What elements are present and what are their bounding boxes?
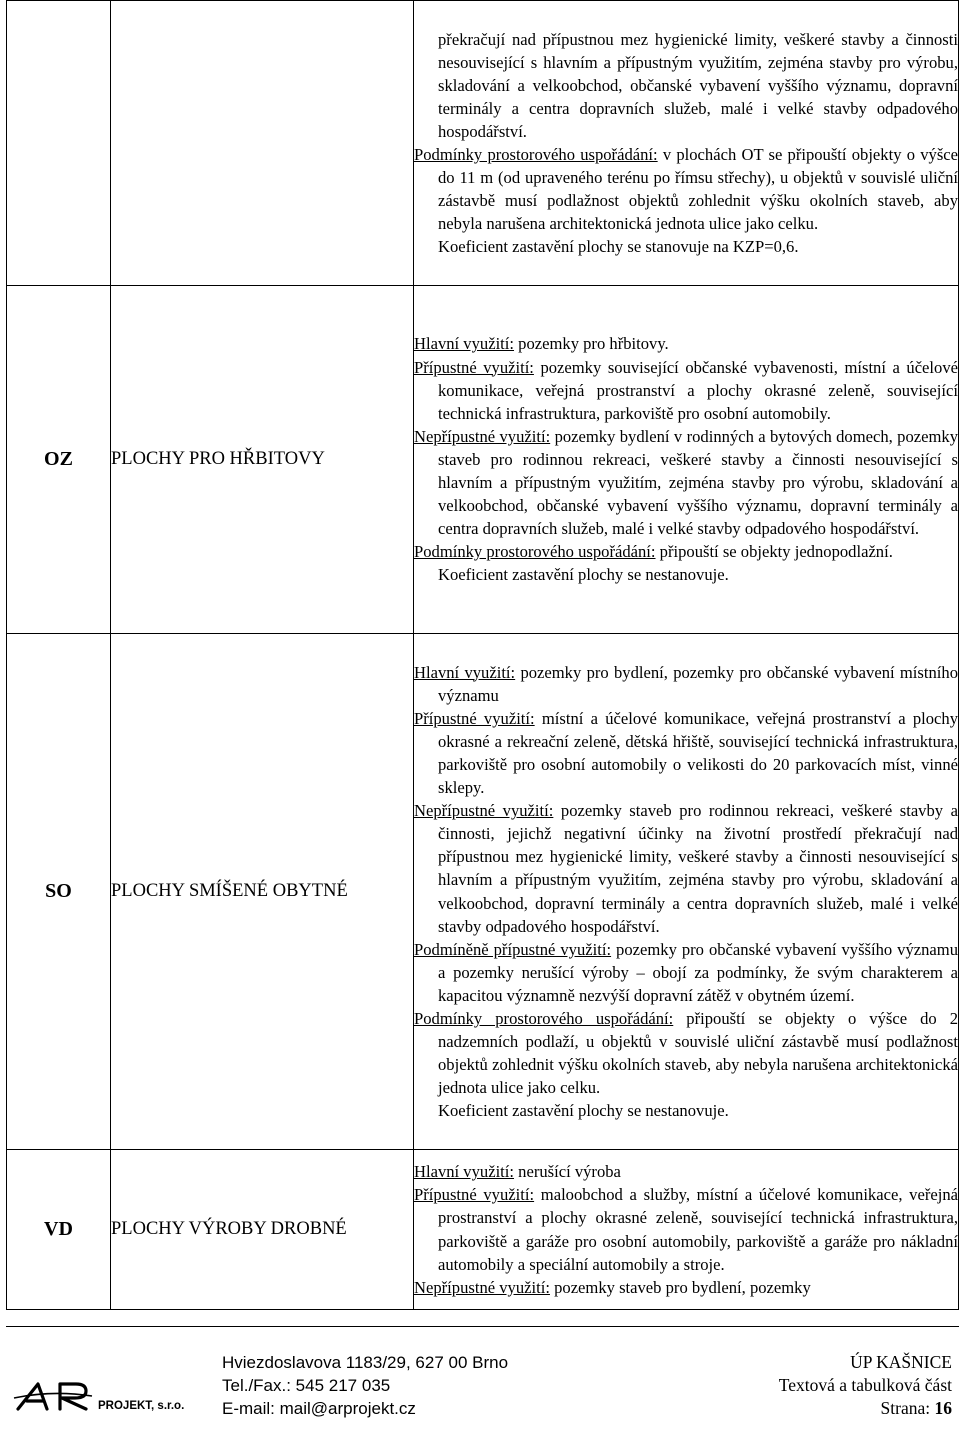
zone-description <box>414 286 959 634</box>
page-label: Strana: <box>880 1398 935 1418</box>
paragraph-label: Přípustné využití: <box>414 708 535 728</box>
zone-code: OZ <box>7 286 111 634</box>
footer-divider <box>6 1326 959 1327</box>
document-part: Textová a tabulková část <box>778 1375 952 1395</box>
table-row <box>7 1 959 286</box>
paragraph: Nepřípustné využití: pozemky staveb pro rodinnou rekreaci, veškeré stavby a činnosti, jejichž negativní účinky na životní prostředí překračují nad přípustnou mez hygienické limity, veškeré stavby a činnosti nesouvisející s hlavním a přípustným využitím, zejména stavby pro výrobu, skladování a velkoobchod, dopravní terminály a centra dopravních služeb, malé i velké stavby odpadového hospodářství. <box>414 801 958 936</box>
paragraph: překračují nad přípustnou mez hygienické limity, veškeré stavby a činnosti nesouvisející s hlavním a přípustným využitím, zejména stavby pro výrobu, skladování a velkoobchod, občanské vybavení vyššího významu, dopravní terminály a centra dopravních služeb, malé i velké stavby odpadového hospodářství. <box>438 29 958 141</box>
paragraph-label: Podmíněně přípustné využití: <box>414 939 612 959</box>
table-row <box>7 286 959 634</box>
zone-code: VD <box>7 1150 111 1310</box>
paragraph-label: Podmínky prostorového uspořádání: <box>414 542 656 562</box>
zone-name: PLOCHY SMÍŠENÉ OBYTNÉ <box>111 634 414 1150</box>
paragraph: Koeficient zastavění plochy se stanovuje na KZP=0,6. <box>438 237 799 257</box>
table-row <box>7 1150 959 1310</box>
zone-description <box>414 1150 959 1310</box>
paragraph-label: Hlavní využití: <box>414 662 516 682</box>
company-address-block <box>222 1351 508 1420</box>
zone-description <box>414 1 959 286</box>
zones-table <box>6 0 959 1310</box>
paragraph: Přípustné využití: místní a účelové komunikace, veřejná prostranství a plochy okrasné a rekreační zeleně, dětská hřiště, související technická infrastruktura, parkoviště pro osobní automobily o velikosti do 20 parkovacích míst, vinné sklepy. <box>414 708 958 798</box>
paragraph: Koeficient zastavění plochy se nestanovuje. <box>438 1101 729 1121</box>
company-email: E-mail: mail@arprojekt.cz <box>222 1399 416 1418</box>
zone-description <box>414 634 959 1150</box>
paragraph: Nepřípustné využití: pozemky staveb pro bydlení, pozemky <box>414 1277 811 1297</box>
paragraph: Hlavní využití: pozemky pro bydlení, pozemky pro občanské vybavení místního významu <box>414 662 958 705</box>
zone-name: PLOCHY PRO HŘBITOVY <box>111 286 414 634</box>
paragraph-label: Nepřípustné využití: <box>414 1277 550 1297</box>
zone-name: PLOCHY VÝROBY DROBNÉ <box>111 1150 414 1310</box>
paragraph: Hlavní využití: nerušící výroba <box>414 1162 621 1182</box>
table-row <box>7 634 959 1150</box>
paragraph: Podmínky prostorového uspořádání: připouští se objekty jednopodlažní. <box>414 542 893 562</box>
paragraph: Nepřípustné využití: pozemky bydlení v rodinných a bytových domech, pozemky staveb pro rodinnou rekreaci, veškeré stavby a činnosti nesouvisející s hlavním a přípustným využitím, zejména stavby pro výrobu, skladování a velkoobchod, občanské vybavení vyššího významu, dopravní terminály a centra dopravních služeb, malé i velké stavby odpadového hospodářství. <box>414 426 958 539</box>
logo-text: PROJEKT, s.r.o. <box>98 1400 185 1412</box>
paragraph-label: Nepřípustné využití: <box>414 426 551 446</box>
paragraph-label: Nepřípustné využití: <box>414 801 554 821</box>
zone-code: SO <box>7 634 111 1150</box>
paragraph: Přípustné využití: pozemky související občanské vybavenosti, místní a účelové komunikace, veřejná prostranství a plochy okrasné zeleně, související technická infrastruktura, parkoviště pro osobní automobily. <box>414 357 958 423</box>
paragraph-label: Hlavní využití: <box>414 1162 515 1182</box>
paragraph-label: Podmínky prostorového uspořádání: <box>414 145 658 164</box>
company-address: Hviezdoslavova 1183/29, 627 00 Brno <box>222 1353 509 1372</box>
page-number: 16 <box>934 1398 952 1418</box>
project-name: ÚP KAŠNICE <box>850 1352 952 1372</box>
paragraph: Podmínky prostorového uspořádání: připouští se objekty o výšce do 2 nadzemních podlaží, u objektů v souvislé uliční zástavbě musí podlažnost objektů zohlednit výšku okolních staveb, aby nebyla narušena architektonická jednota ulice jako celku. <box>414 1008 958 1098</box>
paragraph: Podmínky prostorového uspořádání: v plochách OT se připouští objekty o výšce do 11 m (od upraveného terénu po římsu střechy), u objektů v souvislé uliční zástavbě musí podlažnost objektů zohlednit výšku okolních staveb, aby nebyla narušena architektonická jednota ulice jako celku. <box>414 145 959 234</box>
company-logo <box>12 1376 222 1414</box>
paragraph-label: Přípustné využití: <box>414 1185 535 1205</box>
paragraph-label: Hlavní využití: <box>414 334 515 354</box>
zone-name <box>111 1 414 286</box>
paragraph: Podmíněně přípustné využití: pozemky pro občanské vybavení vyššího významu a pozemky nerušící výroby – obojí za podmínky, že svým charakterem a kapacitou významně nezvýší dopravní zátěž v obytném území. <box>414 939 958 1005</box>
project-info <box>779 1351 952 1420</box>
paragraph: Přípustné využití: maloobchod a služby, místní a účelové komunikace, veřejná prostranství a plochy okrasné zeleně, související technická infrastruktura, parkoviště a garáže pro osobní automobily, parkoviště a garáže pro nákladní automobily a speciální automobily a stroje. <box>414 1185 958 1274</box>
paragraph-label: Přípustné využití: <box>414 357 534 377</box>
paragraph: Hlavní využití: pozemky pro hřbitovy. <box>414 334 669 354</box>
paragraph-label: Podmínky prostorového uspořádání: <box>414 1008 674 1028</box>
paragraph: Koeficient zastavění plochy se nestanovuje. <box>438 565 729 585</box>
page-indicator <box>779 1397 952 1420</box>
zone-code <box>7 1 111 286</box>
company-phone: Tel./Fax.: 545 217 035 <box>222 1376 391 1395</box>
